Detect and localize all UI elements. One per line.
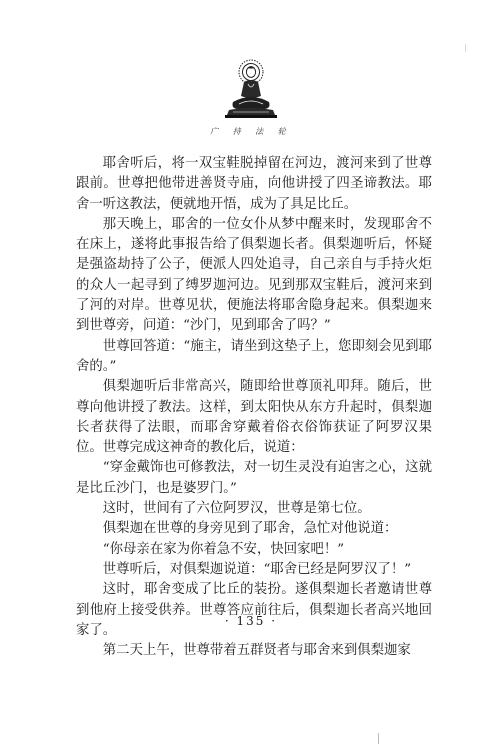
paragraph: 第二天上午，世尊带着五群贤者与耶舍来到俱梨迦家 [102,643,411,659]
paragraph: 这时，世间有了六位阿罗汉，世尊是第七位。 [102,501,371,517]
paragraph: 那天晚上，耶舍的一位女仆从梦中醒来时，发现耶舍不在床上，遂将此事报告给了俱梨迦长者。俱梨迦听后，怀疑是强盗劫持了公子，便派人四处追寻，自己亲自与手持火炬的众人一起寻到了缚罗迦河边。见到那双宝鞋后，渡河来到了河的对岸。世尊见状，便施法将耶舍隐身起来。俱梨迦来到世尊旁，问道：“沙门，见到耶舍了吗？” [76,216,432,334]
page-header [0,58,502,137]
paragraph: 俱梨迦听后非常高兴，随即给世尊顶礼叩拜。随后，世尊向他讲授了教法。这样，到太阳快从东方升起时，俱梨迦长者获得了法眼，而耶舍穿戴着俗衣俗饰获证了阿罗汉果位。世尊完成这神奇的教化后，说道： [76,379,432,456]
body-text [76,154,432,661]
paragraph: “你母亲在家为你着急不安，快回家吧！” [102,541,345,557]
seated-buddha-icon [219,58,283,120]
scan-mark [465,44,466,52]
paragraph: 俱梨迦在世尊的身旁见到了耶舍，急忙对他说道： [102,521,398,537]
header-caption: 广 持 法 轮 [210,127,292,136]
paragraph: 耶舍听后，将一双宝鞋脱掉留在河边，渡河来到了世尊跟前。世尊把他带进善贤寺庙，向他讲授了四圣谛教法。耶舍一听这教法，便就地开悟，成为了具足比丘。 [76,156,432,212]
paragraph: “穿金戴饰也可修教法，对一切生灵没有迫害之心，这就是比丘沙门，也是婆罗门。” [76,460,432,496]
paragraph: 世尊回答道：“施主，请坐到这垫子上，您即刻会见到耶舍的。” [76,338,432,374]
paragraph: 这时，耶舍变成了比丘的装扮。遂俱梨迦长者邀请世尊到他府上接受供养。世尊答应前往后，俱梨迦长者高兴地回家了。 [76,582,432,638]
page-number: · 135 · [224,614,278,628]
paragraph: 世尊听后，对俱梨迦说道：“耶舍已经是阿罗汉了！” [102,561,412,577]
scan-mark [378,733,379,744]
